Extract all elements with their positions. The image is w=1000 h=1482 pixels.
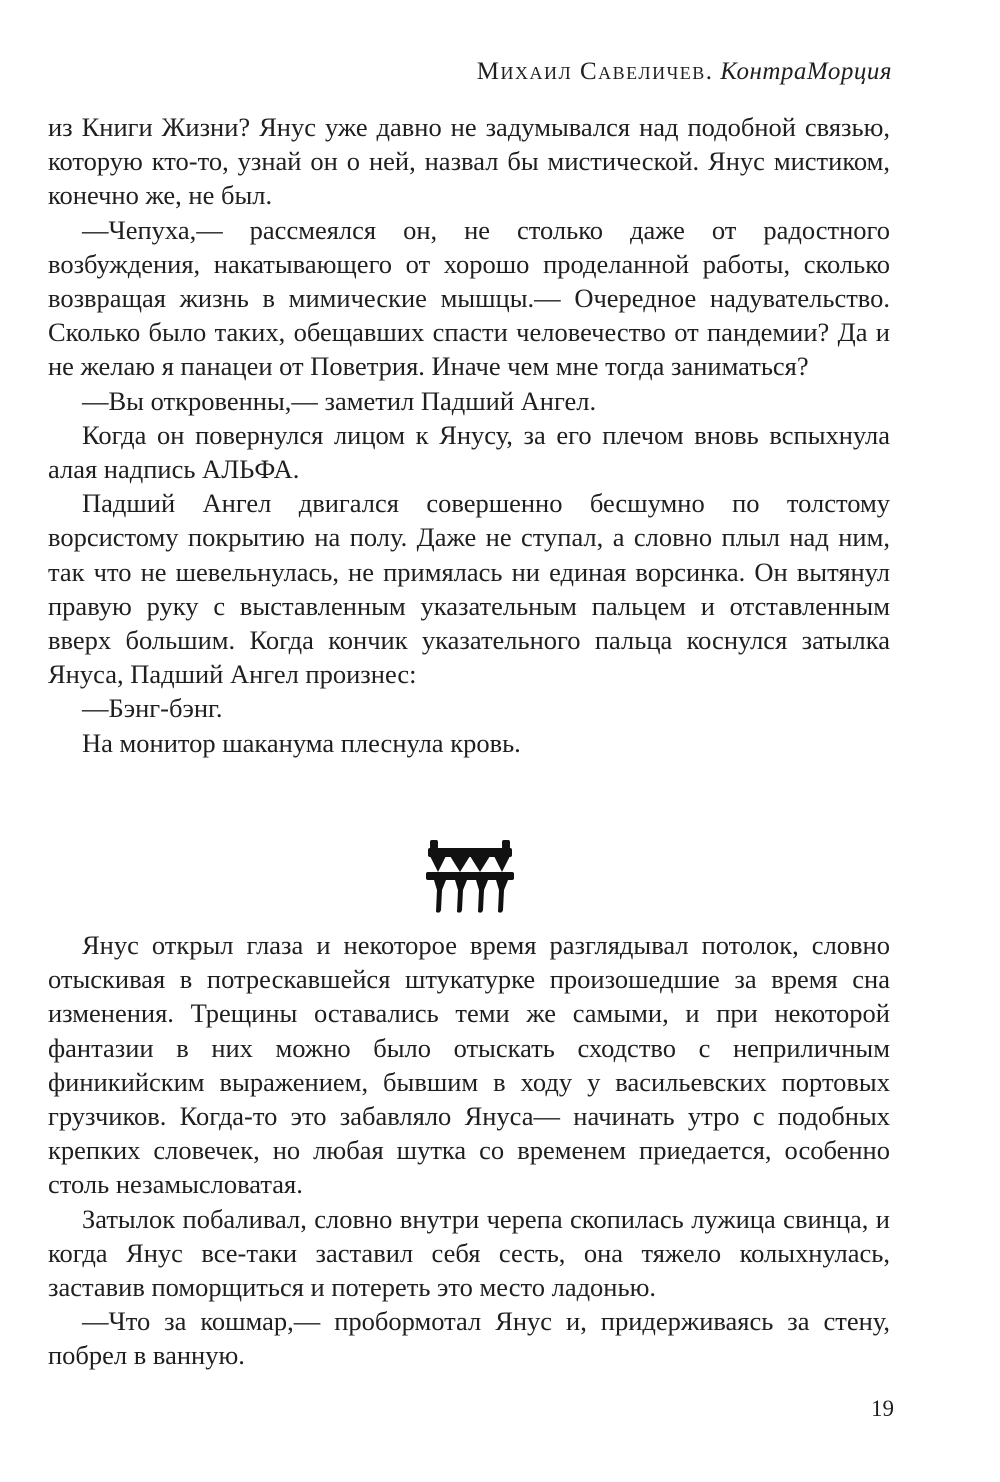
paragraph: из Книги Жизни? Янус уже давно не задумывался над подобной связью, которую кто-то, узнай он о ней, назвал бы мистической. Янус мистиком, конечно же, не был. <box>48 112 890 211</box>
paragraph: Когда он повернулся лицом к Янусу, за его плечом вновь вспыхнула алая надпись АЛЬФА. <box>48 419 890 485</box>
running-header <box>477 58 892 86</box>
section-divider <box>424 838 516 916</box>
paragraph: —Бэнг-бэнг. <box>82 693 223 724</box>
paragraph: На монитор шаканума плеснула кровь. <box>82 727 521 758</box>
page-number: 19 <box>871 1396 894 1421</box>
header-book-title: КонтраМорция <box>720 58 892 85</box>
paragraph: —Чепуха,— рассмеялся он, не столько даже от радостного возбуждения, накатывающего от хорошо проделанной работы, сколько возвращая жизнь в мимические мышцы.— Очередное надувательство. Сколько было таких, обещавших спасти человечество от пандемии? Да и не желаю я панацеи от Поветрия. Иначе чем мне тогда заниматься? <box>48 214 890 382</box>
header-author: Михаил Савеличев. <box>476 58 714 85</box>
text-section-2 <box>48 928 890 1373</box>
paragraph: Падший Ангел двигался совершенно бесшумно по толстому ворсистому покрытию на полу. Даже не ступал, а словно плыл над ним, так что не шевельнулась, не примялась ни единая ворсинка. Он вытянул правую руку с выставленным указательным пальцем и отставленным вверх большим. Когда кончик указательного пальца коснулся затылка Януса, Падший Ангел произнес: <box>48 488 890 690</box>
paragraph: Затылок побаливал, словно внутри черепа скопилась лужица свинца, и когда Янус все-таки заставил себя сесть, она тяжело колыхнулась, заставив поморщиться и потереть это место ладонью. <box>48 1203 890 1303</box>
paragraph: Янус открыл глаза и некоторое время разглядывал потолок, словно отыскивая в потрескавшейся штукатурке произошедшие за время сна изменения. Трещины оставались теми же самыми, и при некоторой фантазии в них можно было отыскать сходство с неприличным финикийским выражением, бывшим в ходу у васильевских портовых грузчиков. Когда-то это забавляло Януса— начинать утро с подобных крепких словечек, но любая шутка со временем приедается, особенно столь незамысловатая. <box>48 930 890 1200</box>
ornament-icon <box>424 838 516 916</box>
paragraph: —Что за кошмар,— пробормотал Янус и, придерживаясь за стену, побрел в ванную. <box>48 1306 890 1371</box>
paragraph: —Вы откровенны,— заметил Падший Ангел. <box>82 385 597 416</box>
text-section-1 <box>48 110 890 760</box>
